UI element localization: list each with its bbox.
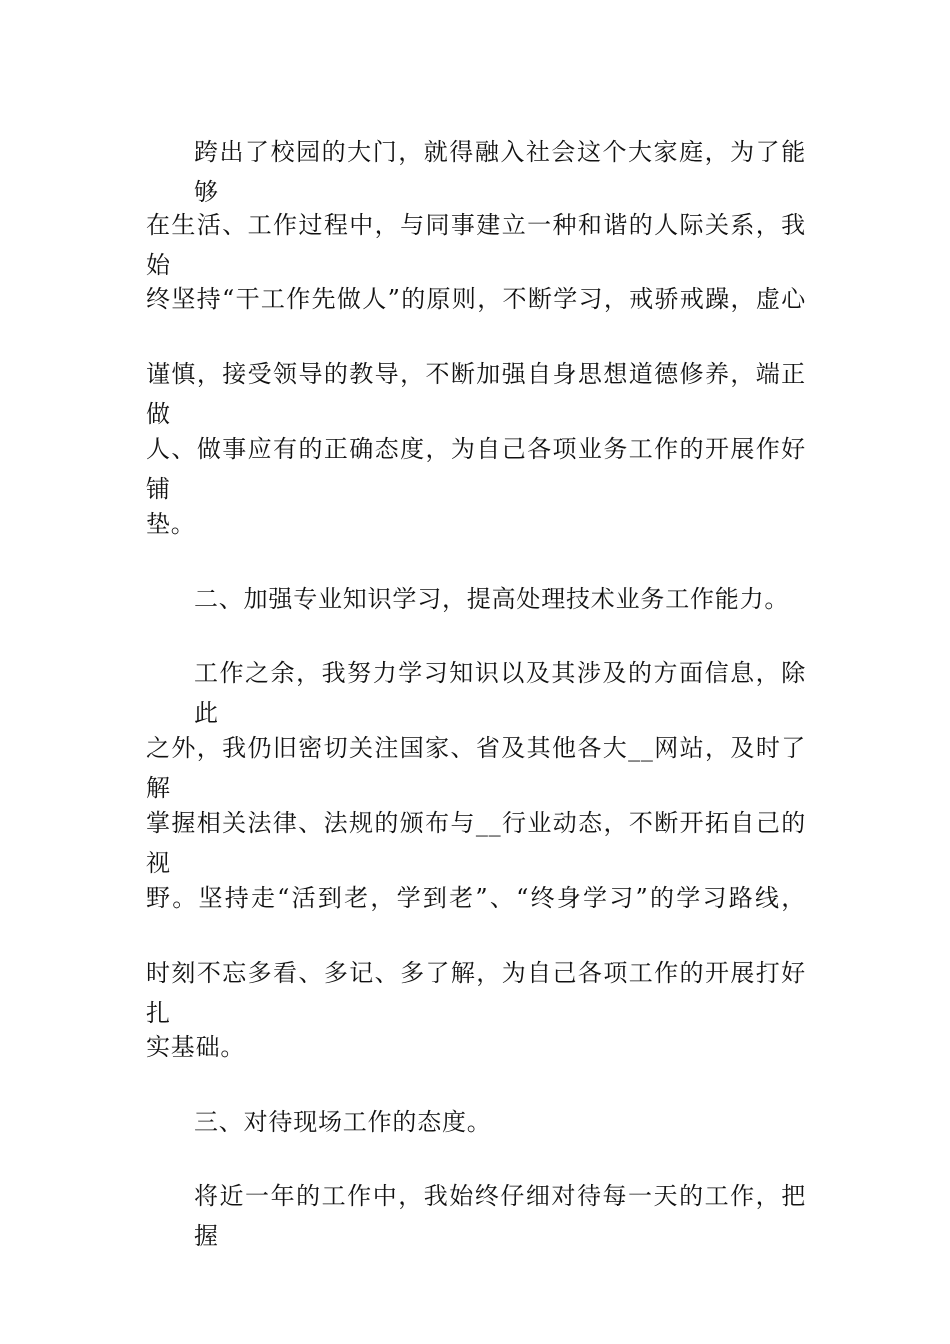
paragraph-1-line-3: 终坚持“干工作先做人”的原则，不断学习，戒骄戒躁，虚心 — [146, 285, 806, 313]
paragraph-2-line-4: 野。坚持走“活到老，学到老”、“终身学习”的学习路线， — [146, 884, 806, 912]
section-heading-2: 二、加强专业知识学习，提高处理技术业务工作能力。 — [194, 585, 790, 613]
paragraph-1-line-4: 谨慎，接受领导的教导，不断加强自身思想道德修养，端正做 — [146, 360, 806, 428]
paragraph-3-line-1: 将近一年的工作中，我始终仔细对待每一天的工作，把握 — [194, 1182, 806, 1250]
paragraph-1-line-5: 人、做事应有的正确态度，为自己各项业务工作的开展作好铺 — [146, 435, 806, 503]
paragraph-2-line-3: 掌握相关法律、法规的颁布与__行业动态，不断开拓自己的视 — [146, 809, 806, 877]
paragraph-2-line-5: 时刻不忘多看、多记、多了解，为自己各项工作的开展打好扎 — [146, 959, 806, 1027]
paragraph-2-line-1: 工作之余，我努力学习知识以及其涉及的方面信息，除此 — [194, 659, 806, 727]
paragraph-2-line-2: 之外，我仍旧密切关注国家、省及其他各大__网站，及时了解 — [146, 734, 806, 802]
paragraph-1-line-1: 跨出了校园的大门，就得融入社会这个大家庭，为了能够 — [194, 138, 806, 206]
section-heading-3: 三、对待现场工作的态度。 — [194, 1108, 492, 1136]
paragraph-1-line-2: 在生活、工作过程中，与同事建立一种和谐的人际关系，我始 — [146, 211, 806, 279]
paragraph-1-line-6: 垫。 — [146, 510, 196, 538]
paragraph-2-line-6: 实基础。 — [146, 1033, 246, 1061]
